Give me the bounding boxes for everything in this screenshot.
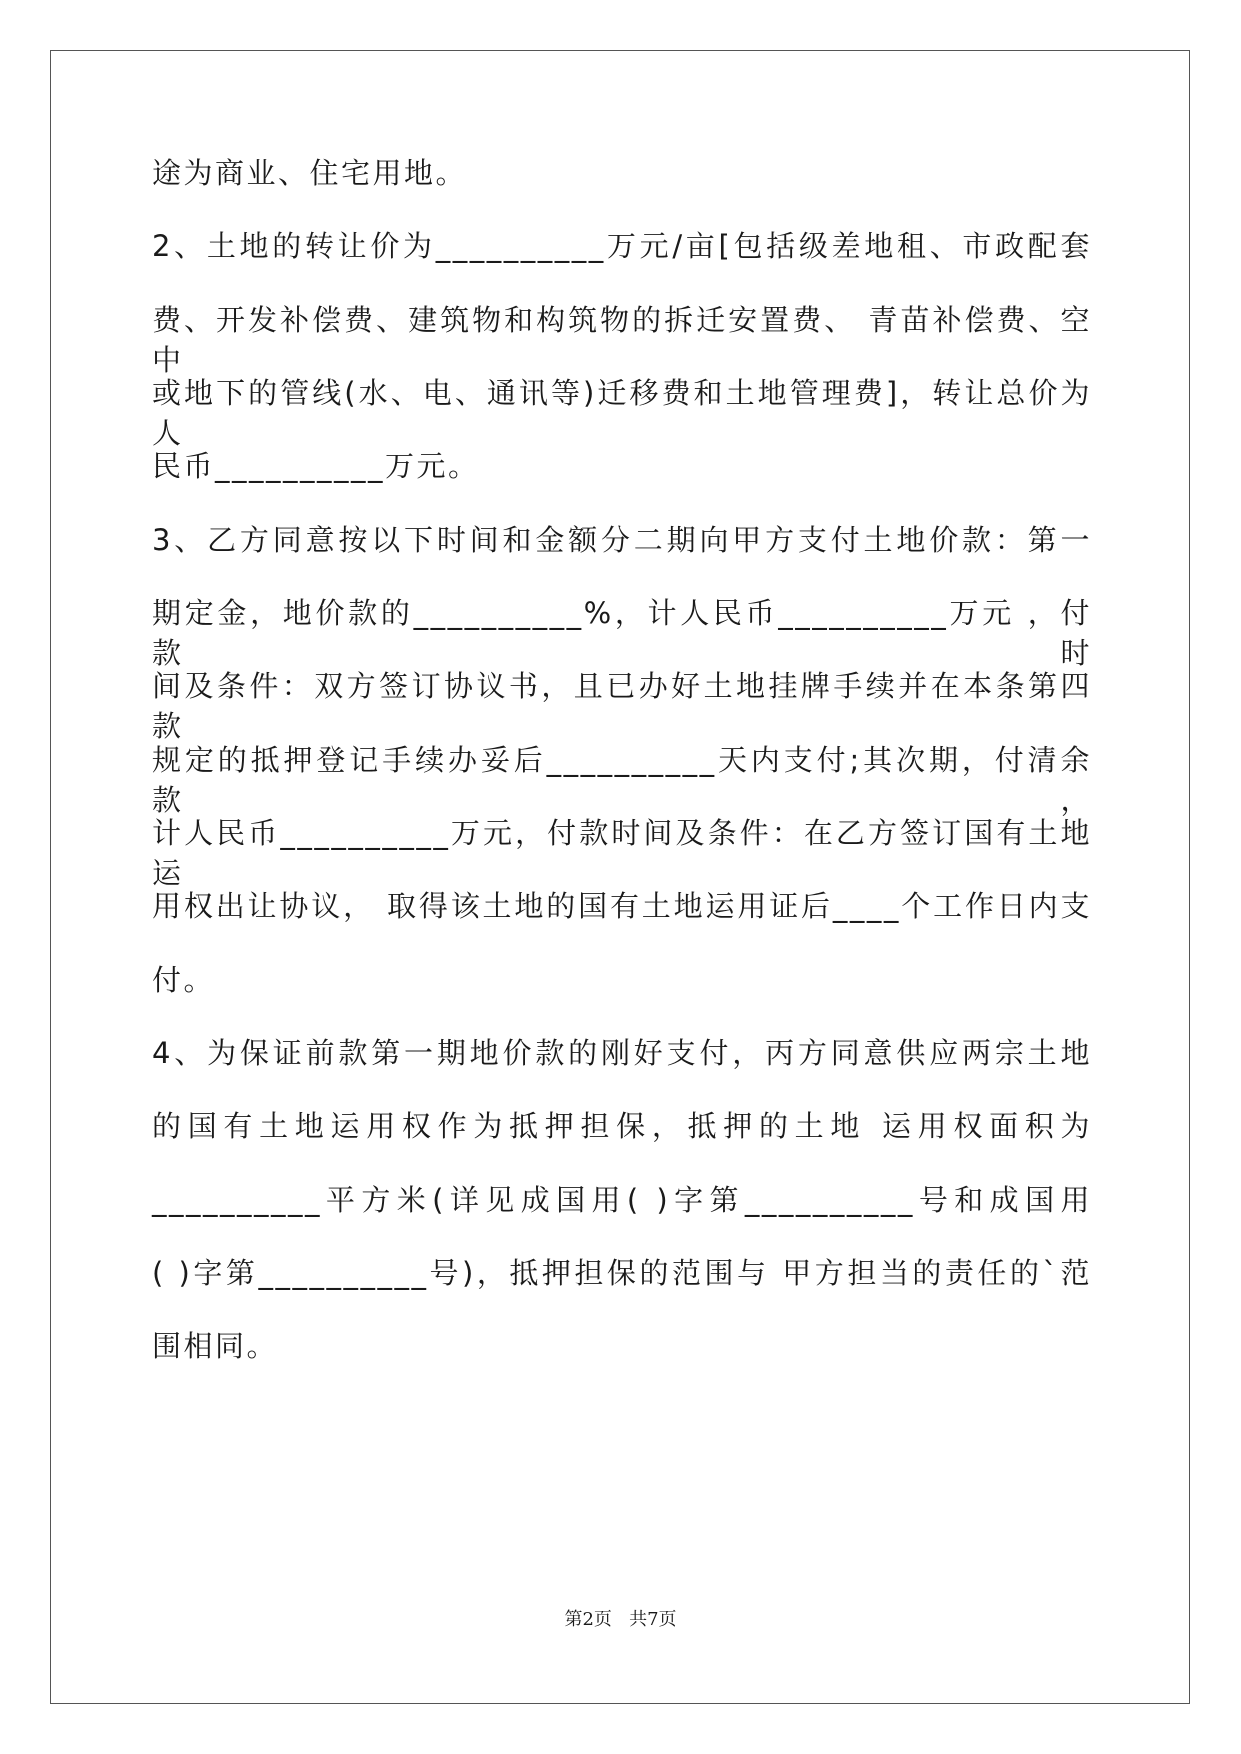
- text-line-17: 围相同。: [152, 1329, 279, 1363]
- text-line-11: 用权出让协议， 取得该土地的国有土地运用证后____个工作日内支: [152, 889, 1092, 923]
- text-line-2: 2、土地的转让价为__________万元/亩[包括级差地租、市政配套: [152, 229, 1092, 263]
- text-line-10: 计人民币__________万元，付款时间及条件：在乙方签订国有土地运: [152, 816, 1092, 890]
- text-line-13: 4、为保证前款第一期地价款的刚好支付，丙方同意供应两宗土地: [152, 1036, 1092, 1070]
- text-line-4: 或地下的管线(水、电、通讯等)迁移费和土地管理费]，转让总价为人: [152, 376, 1092, 450]
- text-line-16: ( )字第__________号)，抵押担保的范围与 甲方担当的责任的`范: [152, 1256, 1092, 1290]
- text-line-8: 间及条件：双方签订协议书，且已办好土地挂牌手续并在本条第四款: [152, 669, 1092, 743]
- text-line-6: 3、乙方同意按以下时间和金额分二期向甲方支付土地价款：第一: [152, 523, 1092, 557]
- text-line-9: 规定的抵押登记手续办妥后__________天内支付;其次期，付清余款，: [152, 743, 1092, 817]
- page-number-footer: 第2页 共7页: [564, 1609, 677, 1630]
- text-line-12: 付。: [152, 963, 216, 997]
- text-line-14: 的国有土地运用权作为抵押担保，抵押的土地 运用权面积为: [152, 1109, 1092, 1143]
- text-line-7: 期定金，地价款的__________%，计人民币__________万元 ，付款时: [152, 596, 1092, 670]
- text-line-3: 费、开发补偿费、建筑物和构筑物的拆迁安置费、 青苗补偿费、空中: [152, 303, 1092, 377]
- text-line-15: __________平方米(详见成国用( )字第__________号和成国用: [152, 1183, 1092, 1217]
- text-line-1: 途为商业、住宅用地。: [152, 156, 468, 190]
- text-line-5: 民币__________万元。: [152, 449, 480, 483]
